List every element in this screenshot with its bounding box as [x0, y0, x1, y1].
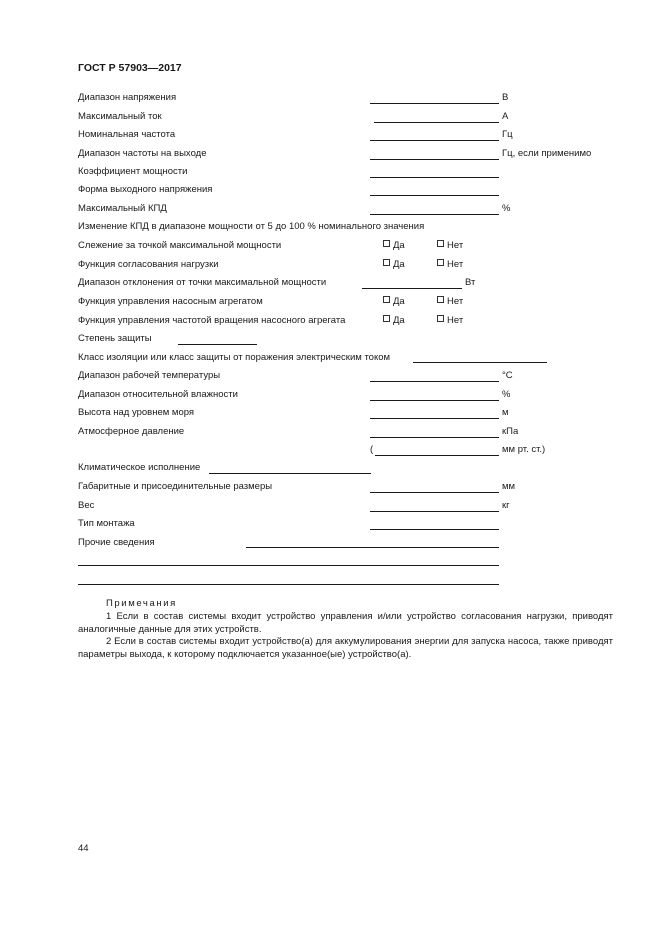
max-current-unit: А [502, 111, 509, 122]
power-factor-label: Коэффициент мощности [78, 166, 188, 177]
rated-frequency-field[interactable] [370, 140, 499, 141]
other-info-field-2[interactable] [78, 565, 499, 566]
max-efficiency-field[interactable] [370, 214, 499, 215]
page-number: 44 [78, 843, 89, 854]
mppt-no-option[interactable] [437, 240, 463, 251]
document-header: ГОСТ Р 57903—2017 [78, 62, 182, 74]
mpp-deviation-unit: Вт [465, 277, 476, 288]
altitude-label: Высота над уровнем моря [78, 407, 195, 418]
power-factor-field[interactable] [370, 177, 499, 178]
note-1: 1 Если в состав системы входит устройство управления и/или устройство согласования нагрузки, приводят аналогичные данные для этих устройств. [78, 611, 613, 635]
protection-degree-field[interactable] [178, 344, 257, 345]
climatic-version-field[interactable] [209, 473, 371, 474]
weight-unit: кг [502, 500, 510, 511]
output-freq-range-label: Диапазон частоты на выходе [78, 148, 207, 159]
mppt-label: Слежение за точкой максимальной мощности [78, 240, 282, 251]
mounting-type-field[interactable] [370, 529, 499, 530]
pump-speed-no-option[interactable] [437, 315, 463, 326]
load-matching-no-option[interactable] [437, 259, 463, 270]
relative-humidity-label: Диапазон относительной влажности [78, 389, 238, 400]
load-matching-yes-option[interactable] [383, 259, 405, 270]
checkbox-icon [383, 240, 390, 247]
insulation-class-label: Класс изоляции или класс защиты от поражения электрическим током [78, 352, 391, 363]
note-2: 2 Если в состав системы входит устройство(а) для аккумулирования энергии для запуска насоса, также приводят параметры выхода, к которому подключается указанное(ые) устройство(а). [78, 636, 613, 660]
max-current-label: Максимальный ток [78, 111, 162, 122]
operating-temp-unit: °С [502, 370, 513, 381]
pump-speed-control-label: Функция управления частотой вращения насосного агрегата [78, 315, 346, 326]
load-matching-yes-label: Да [393, 259, 405, 270]
mounting-type-label: Тип монтажа [78, 518, 135, 529]
output-waveform-field[interactable] [370, 195, 499, 196]
pump-control-no-label: Нет [447, 296, 464, 307]
pump-speed-no-label: Нет [447, 315, 464, 326]
mpp-deviation-field[interactable] [362, 288, 462, 289]
mppt-yes-option[interactable] [383, 240, 405, 251]
protection-degree-label: Степень защиты [78, 333, 152, 344]
atmospheric-pressure-unit: кПа [502, 426, 519, 437]
pump-control-yes-label: Да [393, 296, 405, 307]
insulation-class-field[interactable] [413, 362, 547, 363]
output-waveform-label: Форма выходного напряжения [78, 184, 213, 195]
notes-title: Примечания [106, 598, 177, 609]
voltage-range-label: Диапазон напряжения [78, 92, 177, 103]
weight-label: Вес [78, 500, 95, 511]
atmospheric-pressure-open-paren: ( [370, 444, 374, 455]
dimensions-field[interactable] [370, 492, 499, 493]
atmospheric-pressure-unit-mmhg: мм рт. ст.) [502, 444, 546, 455]
pump-control-label: Функция управления насосным агрегатом [78, 296, 263, 307]
altitude-field[interactable] [370, 418, 499, 419]
max-efficiency-unit: % [502, 203, 511, 214]
other-info-field-1[interactable] [246, 547, 499, 548]
checkbox-icon [383, 296, 390, 303]
pump-speed-yes-option[interactable] [383, 315, 405, 326]
atmospheric-pressure-mmhg-field[interactable] [375, 455, 499, 456]
voltage-range-unit: В [502, 92, 509, 103]
load-matching-no-label: Нет [447, 259, 464, 270]
checkbox-icon [383, 315, 390, 322]
checkbox-icon [383, 259, 390, 266]
atmospheric-pressure-label: Атмосферное давление [78, 426, 185, 437]
max-current-field[interactable] [374, 122, 499, 123]
dimensions-unit: мм [502, 481, 516, 492]
mppt-no-label: Нет [447, 240, 464, 251]
checkbox-icon [437, 315, 444, 322]
relative-humidity-unit: % [502, 389, 511, 400]
checkbox-icon [437, 240, 444, 247]
voltage-range-field[interactable] [370, 103, 499, 104]
dimensions-label: Габаритные и присоединительные размеры [78, 481, 273, 492]
pump-speed-yes-label: Да [393, 315, 405, 326]
output-freq-range-field[interactable] [370, 159, 499, 160]
load-matching-label: Функция согласования нагрузки [78, 259, 219, 270]
checkbox-icon [437, 296, 444, 303]
other-info-field-3[interactable] [78, 584, 499, 585]
efficiency-change-label: Изменение КПД в диапазоне мощности от 5 до 100 % номинального значения [78, 221, 425, 232]
weight-field[interactable] [370, 511, 499, 512]
rated-frequency-unit: Гц [502, 129, 513, 140]
operating-temp-field[interactable] [370, 381, 499, 382]
climatic-version-label: Климатическое исполнение [78, 462, 201, 473]
pump-control-yes-option[interactable] [383, 296, 405, 307]
checkbox-icon [437, 259, 444, 266]
mppt-yes-label: Да [393, 240, 405, 251]
mpp-deviation-label: Диапазон отклонения от точки максимальной мощности [78, 277, 327, 288]
atmospheric-pressure-kpa-field[interactable] [370, 437, 499, 438]
max-efficiency-label: Максимальный КПД [78, 203, 167, 214]
output-freq-range-unit: Гц, если применимо [502, 148, 592, 159]
altitude-unit: м [502, 407, 509, 418]
operating-temp-label: Диапазон рабочей температуры [78, 370, 221, 381]
other-info-label: Прочие сведения [78, 537, 155, 548]
rated-frequency-label: Номинальная частота [78, 129, 176, 140]
relative-humidity-field[interactable] [370, 400, 499, 401]
pump-control-no-option[interactable] [437, 296, 463, 307]
